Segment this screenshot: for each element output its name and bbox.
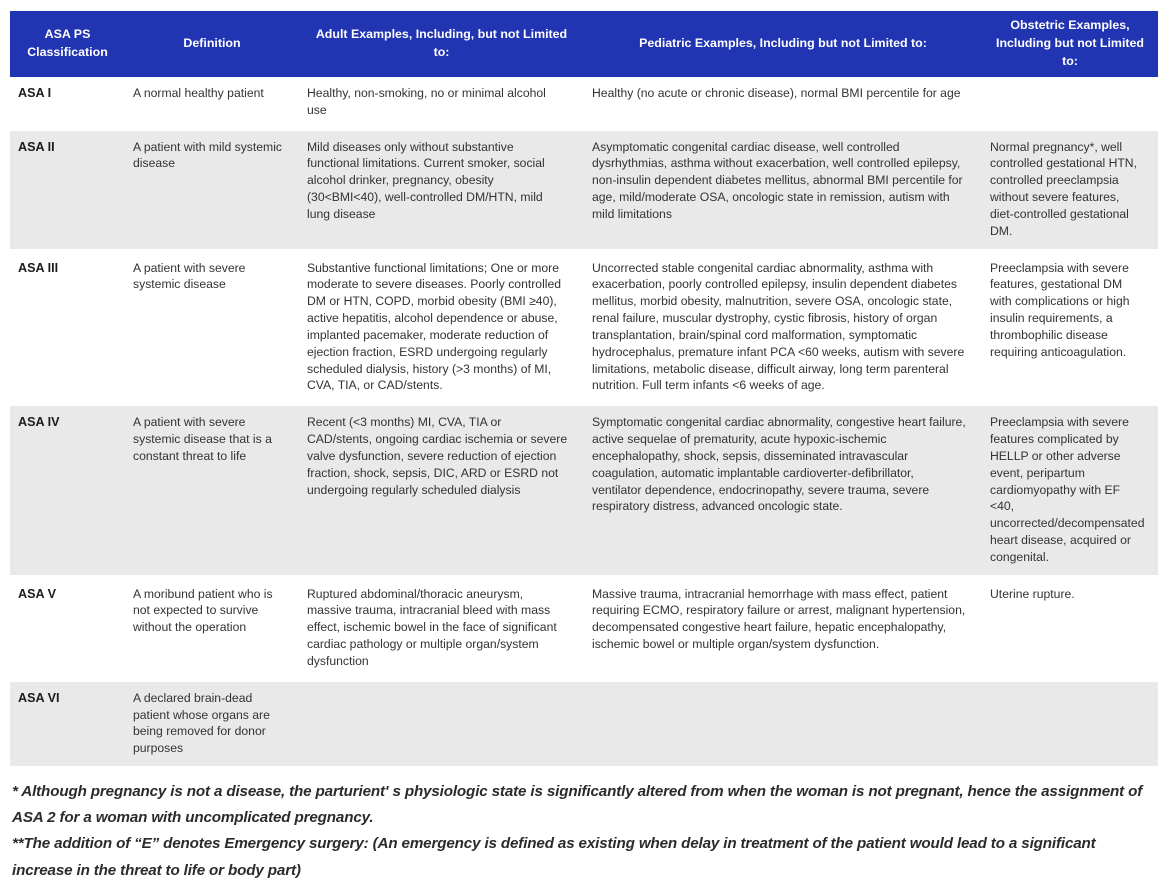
table-row <box>10 576 1158 680</box>
asa-class-cell: ASA II <box>18 139 55 154</box>
table-row <box>10 250 1158 405</box>
asa-class-cell: ASA V <box>18 586 57 601</box>
pediatric-examples-cell: Massive trauma, intracranial hemorrhage with mass effect, patient requiring ECMO, respiratory failure or arrest, malignant hypertension, decompensated congestive heart failure, hepatic encephalopathy, ischemic bowel or multiple organ/system dysfunction. <box>592 586 966 652</box>
table-row <box>10 680 1158 766</box>
adult-examples-cell: Healthy, non-smoking, no or minimal alcohol use <box>307 85 546 117</box>
asa-class-cell: ASA I <box>18 85 52 100</box>
obstetric-examples-cell: Preeclampsia with severe features complicated by HELLP or other adverse event, peripartum cardiomyopathy with EF <40, uncorrected/decompensated heart disease, acquired or congenital. <box>990 415 1145 564</box>
definition-examples-cell: A declared brain-dead patient whose organs are being removed for donor purposes <box>133 690 270 756</box>
obstetric-examples-cell: Normal pregnancy*, well controlled gestational HTN, controlled preeclampsia without severe features, diet-controlled gestational DM. <box>990 139 1137 238</box>
pediatric-examples-cell: Asymptomatic congenital cardiac disease, well controlled dysrhythmias, asthma without exacerbation, well controlled epilepsy, non-insulin dependent diabetes mellitus, abnormal BMI percentile for age, mild/moderate OSA, oncologic state in remission, autism with mild limitations <box>592 139 963 221</box>
adult-examples-cell: Ruptured abdominal/thoracic aneurysm, massive trauma, intracranial bleed with mass effect, ischemic bowel in the face of significant cardiac pathology or multiple organ/system dysfunction <box>307 586 557 668</box>
definition-examples-cell: A normal healthy patient <box>133 85 264 100</box>
adult-examples-cell: Recent (<3 months) MI, CVA, TIA or CAD/stents, ongoing cardiac ischemia or severe valve dysfunction, severe reduction of ejection fraction, shock, sepsis, DIC, ARD or ESRD not undergoing regularly scheduled dialysis <box>307 415 568 497</box>
table-body <box>10 77 1158 766</box>
asa-classification-table <box>10 11 1158 766</box>
table-header <box>10 11 1158 77</box>
asa-class-cell: ASA IV <box>18 415 60 430</box>
footnotes <box>10 766 1158 884</box>
table-row <box>10 77 1158 129</box>
obstetric-examples-cell: Preeclampsia with severe features, gestational DM with complications or high insulin requirements, a thrombophilic disease requiring anticoagulation. <box>990 260 1130 359</box>
pediatric-examples-cell: Healthy (no acute or chronic disease), normal BMI percentile for age <box>592 85 961 100</box>
obstetric-examples-cell <box>982 680 1158 766</box>
obstetric-examples-cell <box>982 77 1158 129</box>
definition-examples-cell: A moribund patient who is not expected to survive without the operation <box>133 586 273 635</box>
table-row <box>10 405 1158 576</box>
asa-class-cell: ASA III <box>18 260 59 275</box>
adult-examples-cell <box>299 680 584 766</box>
column-header-pediatric: Pediatric Examples, Including but not Limited to: <box>584 11 982 77</box>
adult-examples-cell: Mild diseases only without substantive functional limitations. Current smoker, social alcohol drinker, pregnancy, obesity (30<BMI<40), well-controlled DM/HTN, mild lung disease <box>307 139 545 221</box>
column-header-definition: Definition <box>125 11 299 77</box>
column-header-classification: ASA PS Classification <box>10 11 125 77</box>
footnote-emergency: **The addition of “E” denotes Emergency surgery: (An emergency is defined as existing when delay in treatment of the patient would lead to a significant increase in the threat to life or body part) <box>12 835 1096 879</box>
definition-examples-cell: A patient with mild systemic disease <box>133 139 283 171</box>
obstetric-examples-cell: Uterine rupture. <box>990 586 1075 601</box>
table-header-row <box>10 11 1158 77</box>
definition-examples-cell: A patient with severe systemic disease <box>133 260 246 292</box>
pediatric-examples-cell: Symptomatic congenital cardiac abnormality, congestive heart failure, active sequelae of prematurity, acute hypoxic-ischemic encephalopathy, shock, sepsis, disseminated intravascular coagulation, automatic implantable cardioverter-defibrillator, ventilator dependence, endocrinopathy, severe trauma, severe respiratory distress, advanced oncologic state. <box>592 415 966 514</box>
definition-examples-cell: A patient with severe systemic disease that is a constant threat to life <box>133 415 272 463</box>
column-header-adult: Adult Examples, Including, but not Limited to: <box>299 11 584 77</box>
adult-examples-cell: Substantive functional limitations; One or more moderate to severe diseases. Poorly controlled DM or HTN, COPD, morbid obesity (BMI ≥40), active hepatitis, alcohol dependence or abuse, implanted pacemaker, moderate reduction of ejection fraction, ESRD undergoing regularly scheduled dialysis, history (>3 months) of MI, CVA, TIA, or CAD/stents. <box>307 260 562 393</box>
pediatric-examples-cell: Uncorrected stable congenital cardiac abnormality, asthma with exacerbation, poorly controlled epilepsy, insulin dependent diabetes mellitus, morbid obesity, malnutrition, severe OSA, oncologic state, renal failure, muscular dystrophy, cystic fibrosis, history of organ transplantation, brain/spinal cord malformation, symptomatic hydrocephalus, premature infant PCA <60 weeks, autism with severe limitations, metabolic disease, difficult airway, long term parenteral nutrition. Full term infants <6 weeks of age. <box>592 260 965 393</box>
asa-class-cell: ASA VI <box>18 690 60 705</box>
footnote-pregnancy: * Although pregnancy is not a disease, the parturient' s physiologic state is significantly altered from when the woman is not pregnant, hence the assignment of ASA 2 for a woman with uncomplicated pregnancy. <box>12 783 1143 827</box>
column-header-obstetric: Obstetric Examples, Including but not Limited to: <box>982 11 1158 77</box>
table-row <box>10 129 1158 250</box>
pediatric-examples-cell <box>584 680 982 766</box>
